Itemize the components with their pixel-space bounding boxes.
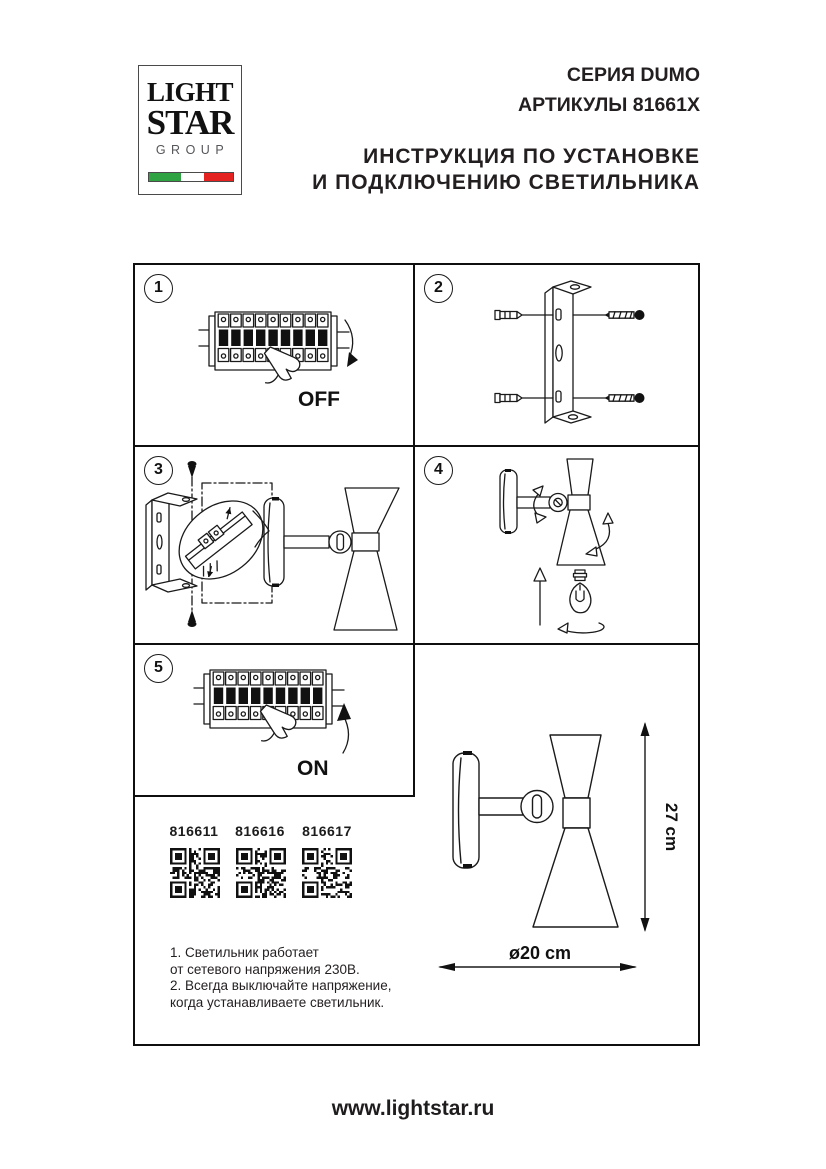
italian-flag-bar [148,172,234,182]
website-url: www.lightstar.ru [331,1097,495,1120]
qr-code [302,848,352,898]
on-label: ON [297,757,329,780]
flag-red-segment [204,173,233,181]
flag-green-segment [149,173,181,181]
step1-number-badge: 1 [144,274,173,303]
logo-word-light: LIGHT [146,77,234,107]
articles-title: АРТИКУЛЫ 81661X [518,94,700,116]
flag-white-segment [181,173,204,181]
article-number: 816611 [169,823,219,839]
logo-word-group: GROUP [155,143,230,157]
header-titles [312,60,700,196]
qr-code [236,848,286,898]
step3-number-badge: 3 [144,456,173,485]
series-title: СЕРИЯ DUMO [566,64,700,86]
qr-code [170,848,220,898]
height-dimension-label: 27 cm [662,802,681,852]
article-number: 816617 [302,823,352,839]
step2-drawing-bracket-mounting [415,265,698,445]
steps-grid [133,263,700,1046]
logo-word-star: STAR [146,103,234,142]
article-number: 816616 [235,823,285,839]
instruction-title-line2: И ПОДКЛЮЧЕНИЮ СВЕТИЛЬНИКА [312,171,700,194]
instruction-title-line1: ИНСТРУКЦИЯ ПО УСТАНОВКЕ [363,145,700,168]
off-label: OFF [298,388,340,411]
step3-drawing-wiring [135,447,413,643]
dimension-drawing [415,645,698,1044]
lightstar-logo [138,65,242,195]
step5-drawing-power-on [135,645,413,795]
step2-number-badge: 2 [424,274,453,303]
safety-notes [170,945,391,1011]
step1-drawing-power-off [135,265,413,445]
note-line: 1. Светильник работает [170,945,319,960]
note-line: 2. Всегда выключайте напряжение, [170,978,392,993]
step4-drawing-assembly-bulb [415,447,698,643]
diameter-dimension-label: ø20 cm [508,943,572,963]
note-line: от сетевого напряжения 230В. [170,961,360,977]
step5-number-badge: 5 [144,654,173,683]
step4-number-badge: 4 [424,456,453,485]
note-line: когда устанавливаете светильник. [170,994,385,1010]
